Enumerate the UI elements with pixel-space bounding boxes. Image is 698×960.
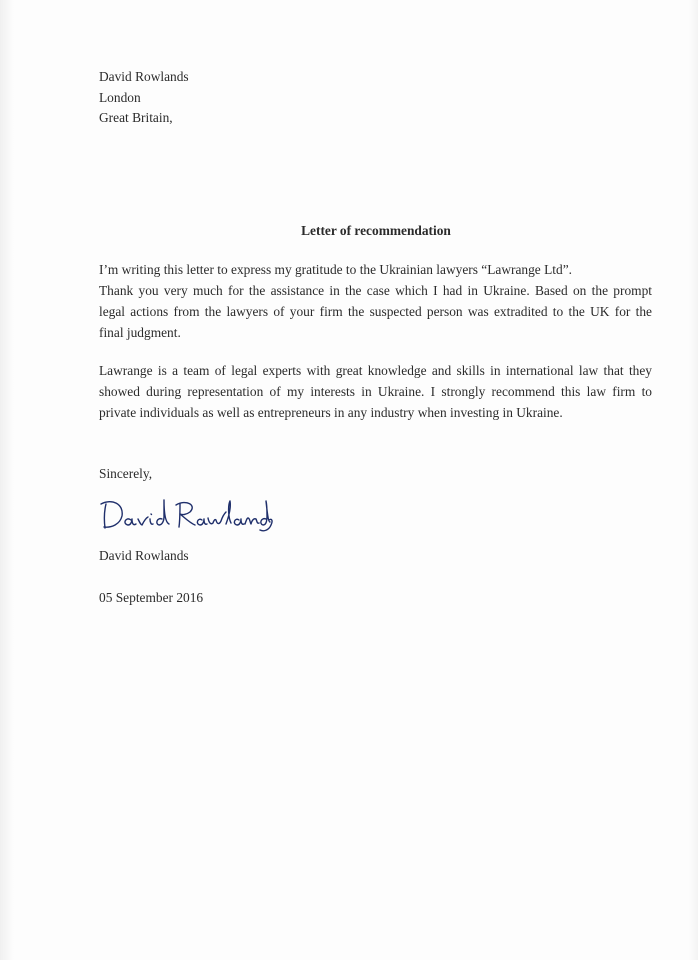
handwritten-signature [98,490,273,535]
sender-name: David Rowlands [99,69,189,84]
sender-city: London [99,89,141,105]
signed-name: David Rowlands [99,548,189,563]
paragraph-2 [99,360,652,423]
scan-edge-shadow-right [688,0,698,960]
paragraph-2-line-2: showed during representation of my interests in Ukraine. I strongly recommend this law firm to [99,384,652,399]
paragraph-2-line-3: private individuals as well as entrepreneurs in any industry when investing in Ukraine. [99,405,563,420]
letter-date: 05 September 2016 [99,590,204,605]
paragraph-1 [99,259,652,343]
paragraph-1-line-1: I’m writing this letter to express my gratitude to the Ukrainian lawyers “Lawrange Ltd”. [99,262,572,277]
sender-country: Great Britain, [99,110,173,125]
paragraph-1-line-2: Thank you very much for the assistance in the case which I had in Ukraine. Based on the prompt [99,283,652,298]
paragraph-1-line-4: final judgment. [99,325,181,340]
paragraph-2-line-1: Lawrange is a team of legal experts with great knowledge and skills in international law that they [99,363,652,378]
closing-salutation: Sincerely, [99,466,153,481]
scan-edge-shadow-left [0,0,14,960]
letter-title: Letter of recommendation [301,223,451,238]
paragraph-1-line-3: legal actions from the lawyers of your firm the suspected person was extradited to the UK for the [99,304,652,319]
sender-address [99,67,189,129]
